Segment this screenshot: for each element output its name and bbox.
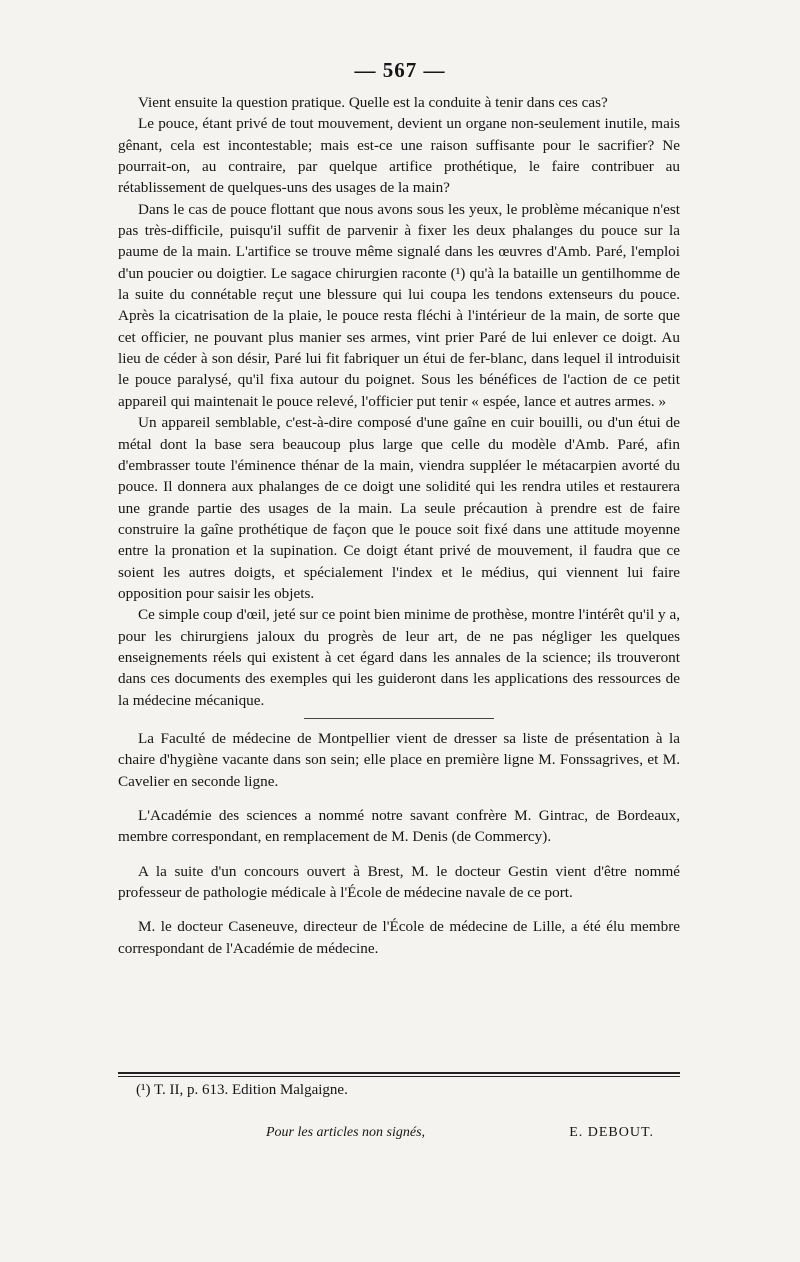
paragraph: Le pouce, étant privé de tout mouvement, devient un organe non-seulement inutile, mais gênant, cela est incontestable; mais est-ce une raison suffisante pour le sacrifier? Ne pourrait-on, au contraire, par quelque artifice prothétique, le faire contribuer au rétablissement de quelques-uns des usages de la main?	[118, 115, 680, 197]
news-section	[118, 728, 680, 959]
paragraph: Un appareil semblable, c'est-à-dire composé d'une gaîne en cuir bouilli, ou d'un étui de métal dont la base sera beaucoup plus large que celle du modèle d'Amb. Paré, afin d'embrasser toute l'éminence thénar de la main, viendra suppléer le métacarpien avorté du pouce. Il donnera aux phalanges de ce doigt une solidité qui les rendra utiles et restaurera une grande partie des usages de la main. La seule précaution à prendre est de faire construire la gaîne prothétique de façon que le pouce soit fixé dans une attitude moyenne entre la pronation et la supination. Ce doigt étant privé de mouvement, il faudra que ce soient les autres doigts, et spécialement l'index et le médius, qui viennent lui faire opposition pour saisir les objets.	[118, 414, 680, 602]
footnote-text: T. II, p. 613. Edition Malgaigne.	[153, 1082, 348, 1098]
page-number: — 567 —	[354, 58, 446, 82]
footnote-rule	[118, 1072, 680, 1077]
news-item: L'Académie des sciences a nommé notre savant confrère M. Gintrac, de Bordeaux, membre correspondant, en remplacement de M. Denis (de Commercy).	[118, 807, 680, 846]
paragraph: Ce simple coup d'œil, jeté sur ce point bien minime de prothèse, montre l'intérêt qu'il y a, pour les chirurgiens jaloux du progrès de leur art, de ne pas négliger les quelques enseignements réels qui existent à cet égard dans les annales de la science; ils trouveront dans ces documents des exemples qui les guideront dans les applications des ressources de la médecine mécanique.	[118, 606, 680, 709]
paragraph: Vient ensuite la question pratique. Quelle est la conduite à tenir dans ces cas?	[138, 94, 608, 111]
footnote	[136, 1082, 348, 1099]
signature-name: E. DEBOUT.	[569, 1125, 654, 1140]
signature-label: Pour les articles non signés,	[266, 1125, 426, 1140]
news-item: La Faculté de médecine de Montpellier vient de dresser sa liste de présentation à la chaire d'hygiène vacante dans son sein; elle place en première ligne M. Fonssagrives, et M. Cavelier en seconde ligne.	[118, 729, 680, 790]
section-divider	[304, 718, 494, 719]
paragraph: Dans le cas de pouce flottant que nous avons sous les yeux, le problème mécanique n'est pas très-difficile, puisqu'il suffit de parvenir à fixer les deux phalanges du pouce sur la paume de la main. L'artifice se trouve même signalé dans les œuvres d'Amb. Paré, l'emploi d'un poucier ou doigtier. Le sagace chirurgien raconte (¹) qu'à la bataille un gentilhomme de la suite du connétable reçut une blessure qui lui coupa les tendons extenseurs du pouce. Après la cicatrisation de la plaie, le pouce resta fléchi à l'intérieur de la main, de sorte que cet officier, ne pouvant plus manier ses armes, vint prier Paré de lui enlever ce doigt. Au lieu de céder à son désir, Paré lui fit fabriquer un étui de fer-blanc, dans lequel il introduisit le pouce paralysé, qu'il fixa autour du poignet. Sous les bénéfices de l'action de ce petit appareil qui maintenait le pouce relevé, l'officier put tenir « espée, lance et autres armes. »	[118, 200, 680, 410]
news-item: A la suite d'un concours ouvert à Brest, M. le docteur Gestin vient d'être nommé professeur de pathologie médicale à l'École de médecine navale de ce port.	[118, 862, 680, 902]
article-body	[118, 92, 680, 972]
news-item: M. le docteur Caseneuve, directeur de l'École de médecine de Lille, a été élu membre correspondant de l'Académie de médecine.	[118, 918, 680, 957]
footnote-marker: (¹)	[136, 1082, 151, 1098]
